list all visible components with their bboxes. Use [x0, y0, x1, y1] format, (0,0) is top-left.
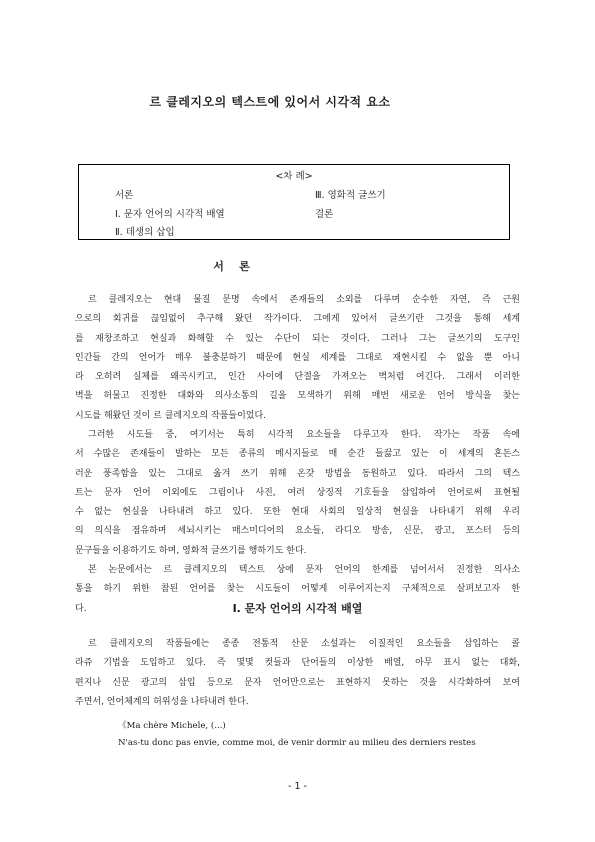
paper-title: 르 클레지오의 텍스트에 있어서 시각적 요소 — [149, 95, 391, 109]
text-line: 다. — [75, 603, 87, 614]
intro-paragraph-1 — [75, 291, 520, 426]
quote-line: 《Ma chère Michele, (...) — [118, 721, 226, 731]
toc-header: <차 례> — [275, 171, 313, 182]
text-line: 트는 문자 언어 이외에도 그림이나 사진, 여러 상징적 기호들을 삽입하여 언어로써 표현될 — [75, 487, 520, 498]
section1-paragraph-1 — [75, 635, 520, 712]
text-line: 르 클레지오의 작품들에는 종종 전통적 산문 소설과는 이질적인 요소들을 삽입하는 콜 — [88, 639, 520, 649]
table-of-contents-box — [78, 164, 510, 240]
text-line: 편지나 신문 광고의 삽입 등으로 문자 언어만으로는 표현하지 못하는 것을 시각화하여 보여 — [75, 677, 520, 688]
text-line: 벽을 허물고 진정한 대화와 의사소통의 길을 모색하기 위해 매번 새로운 언어 방식을 찾는 — [75, 391, 520, 402]
page-number: - 1 - — [288, 781, 307, 792]
text-line: 를 재창조하고 현실과 화해할 수 있는 수단이 되는 것이다. 그러나 그는 글쓰기의 도구인 — [75, 333, 520, 344]
text-line: 본 논문에서는 르 클레지오의 텍스트 상에 문자 언어의 한계를 넘어서서 진정한 의사소 — [88, 565, 520, 575]
text-line: 수 없는 현실을 나타내려 하고 있다. 또한 현대 사회의 일상적 현실을 나타내기 위해 우리 — [75, 507, 520, 518]
text-line: 인간들 간의 언어가 매우 불충분하기 때문에 현실 세계를 그대로 재현시킬 수 없을 뿐 아니 — [75, 352, 520, 363]
toc-item-section3: Ⅲ. 영화적 글쓰기 — [315, 190, 386, 201]
toc-item-section2: Ⅱ. 데생의 삽입 — [115, 227, 175, 238]
text-line: 으로의 회귀를 끊임없이 추구해 왔던 작가이다. 그에게 있어서 글쓰기란 그것을 통해 세계 — [75, 314, 520, 325]
text-line: 라 오히려 실체를 왜곡시키고, 인간 사이에 단절을 가져오는 벽처럼 여긴다. 그래서 이러한 — [75, 372, 520, 383]
text-line: 주면서, 언어체계의 허위성을 나타내려 한다. — [75, 696, 249, 707]
quote-line: N'as-tu donc pas envie, comme moi, de venir dormir au milieu des derniers restes — [118, 738, 476, 748]
intro-heading: 서 론 — [213, 260, 250, 273]
text-line: 러운 풍족함을 있는 그대로 옮겨 쓰기 위해 온갖 방법을 동원하고 있다. 따라서 그의 텍스 — [75, 468, 520, 479]
intro-paragraph-2 — [75, 426, 520, 561]
section1-heading: Ⅰ. 문자 언어의 시각적 배열 — [232, 602, 363, 615]
text-line: 라쥬 기법을 도입하고 있다. 즉 몇몇 컷들과 단어들의 이상한 배열, 아무 표시 없는 대화, — [75, 658, 520, 669]
toc-item-section1: Ⅰ. 문자 언어의 시각적 배열 — [115, 209, 225, 220]
french-quote — [75, 718, 520, 752]
text-line: 의 의식을 점유하며 세뇌시키는 매스미디어의 요소들, 라디오 방송, 신문, 광고, 포스터 등의 — [75, 526, 520, 537]
text-line: 문구들을 이용하기도 하며, 영화적 글쓰기를 행하기도 한다. — [75, 545, 307, 556]
toc-item-conclusion: 결론 — [315, 209, 334, 220]
text-line: 통을 하기 위한 참된 언어를 찾는 시도들이 어떻게 이루어지는지 구체적으로 살펴보고자 한 — [75, 584, 520, 595]
text-line: 서 수많은 존재들이 발하는 모든 종류의 메시지들로 매 순간 들끓고 있는 이 세계의 혼돈스 — [75, 449, 520, 460]
text-line: 시도를 해왔던 것이 르 클레지오의 작품들이었다. — [75, 410, 267, 421]
toc-item-intro: 서론 — [115, 190, 134, 201]
text-line: 그러한 시도들 중, 여기서는 특히 시각적 요소들을 다루고자 한다. 작가는 작품 속에 — [88, 430, 520, 440]
text-line: 르 클레지오는 현대 물질 문명 속에서 존재들의 소외를 다루며 순수한 자연, 즉 근원 — [88, 295, 520, 305]
